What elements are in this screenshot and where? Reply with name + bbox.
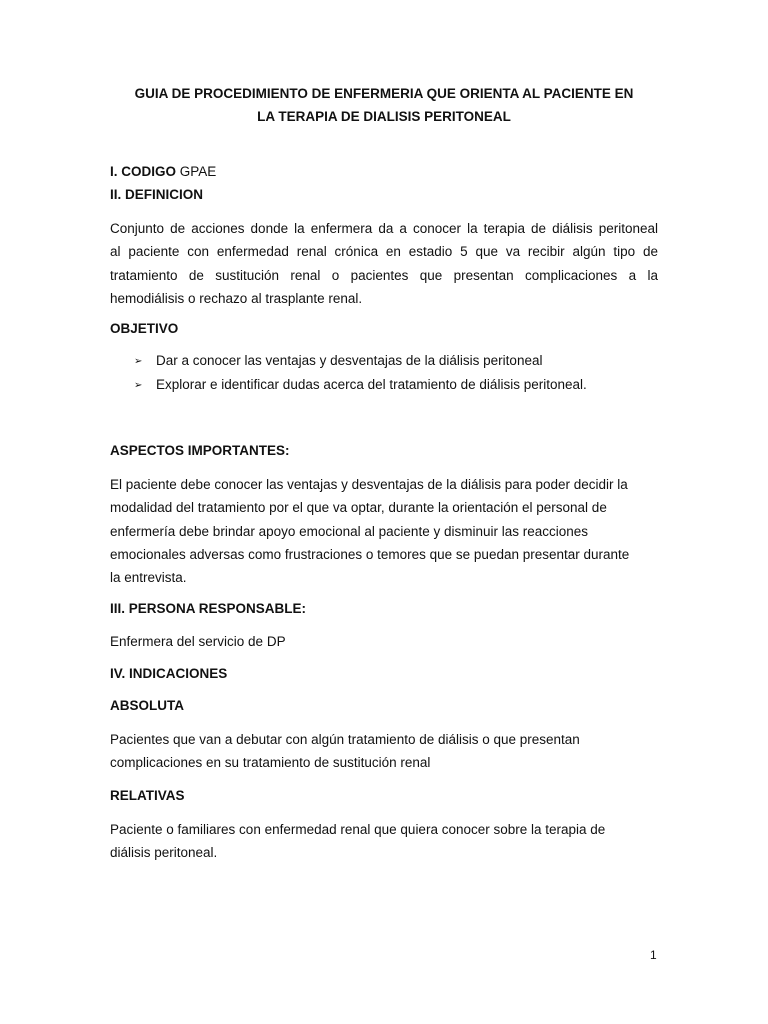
objetivo-bullet xyxy=(134,376,587,395)
aspectos-line: emocionales adversas como frustraciones o temores que se puedan presentar durante xyxy=(110,546,630,562)
relativas-paragraph xyxy=(110,818,658,865)
aspectos-line: modalidad del tratamiento por el que va optar, durante la orientación el personal de xyxy=(110,500,607,516)
objetivo-bullet-text: Explorar e identificar dudas acerca del tratamiento de diálisis peritoneal. xyxy=(156,377,587,392)
definicion-line: al paciente con enfermedad renal crónica en estadio 5 que va recibir algún tipo de xyxy=(110,244,658,260)
aspectos-line: la entrevista. xyxy=(110,570,187,586)
arrowhead-bullet-icon: ➢ xyxy=(134,380,143,391)
aspectos-line: enfermería debe brindar apoyo emocional al paciente y disminuir las reacciones xyxy=(110,523,589,539)
objetivo-bullet xyxy=(134,352,542,371)
arrowhead-bullet-icon: ➢ xyxy=(134,356,143,367)
codigo-label: I. CODIGO xyxy=(110,164,177,179)
responsable-text: Enfermera del servicio de DP xyxy=(110,634,286,649)
codigo-value: GPAE xyxy=(179,164,217,179)
absoluta-line: Pacientes que van a debutar con algún tratamiento de diálisis o que presentan xyxy=(110,732,580,747)
definicion-line: tratamiento de sustitución renal o pacientes que presentan complicaciones a la xyxy=(110,267,658,283)
definicion-line: hemodiálisis o rechazo al trasplante renal. xyxy=(110,290,363,306)
objetivo-heading: OBJETIVO xyxy=(110,321,179,336)
aspectos-paragraph xyxy=(110,473,658,589)
objetivo-bullet-text: Dar a conocer las ventajas y desventajas de la diálisis peritoneal xyxy=(156,353,543,368)
page-number: 1 xyxy=(650,948,657,962)
absoluta-line: complicaciones en su tratamiento de sustitución renal xyxy=(110,755,431,771)
definicion-heading: II. DEFINICION xyxy=(110,187,204,202)
definicion-paragraph xyxy=(110,217,658,310)
aspectos-line: El paciente debe conocer las ventajas y desventajas de la diálisis para poder decidir la xyxy=(110,477,628,492)
codigo-heading xyxy=(110,163,216,181)
document-title-line-2: LA TERAPIA DE DIALISIS PERITONEAL xyxy=(257,109,511,124)
absoluta-paragraph xyxy=(110,728,658,775)
definicion-line: Conjunto de acciones donde la enfermera da a conocer la terapia de diálisis peritoneal xyxy=(110,221,658,236)
indicaciones-heading: IV. INDICACIONES xyxy=(110,666,228,681)
relativas-heading: RELATIVAS xyxy=(110,788,185,803)
aspectos-heading: ASPECTOS IMPORTANTES: xyxy=(110,443,290,458)
relativas-line: Paciente o familiares con enfermedad renal que quiera conocer sobre la terapia de xyxy=(110,822,606,837)
document-title-line-1: GUIA DE PROCEDIMIENTO DE ENFERMERIA QUE ORIENTA AL PACIENTE EN xyxy=(134,86,634,101)
responsable-heading: III. PERSONA RESPONSABLE: xyxy=(110,601,307,616)
absoluta-heading: ABSOLUTA xyxy=(110,698,184,713)
relativas-line: diálisis peritoneal. xyxy=(110,845,218,861)
